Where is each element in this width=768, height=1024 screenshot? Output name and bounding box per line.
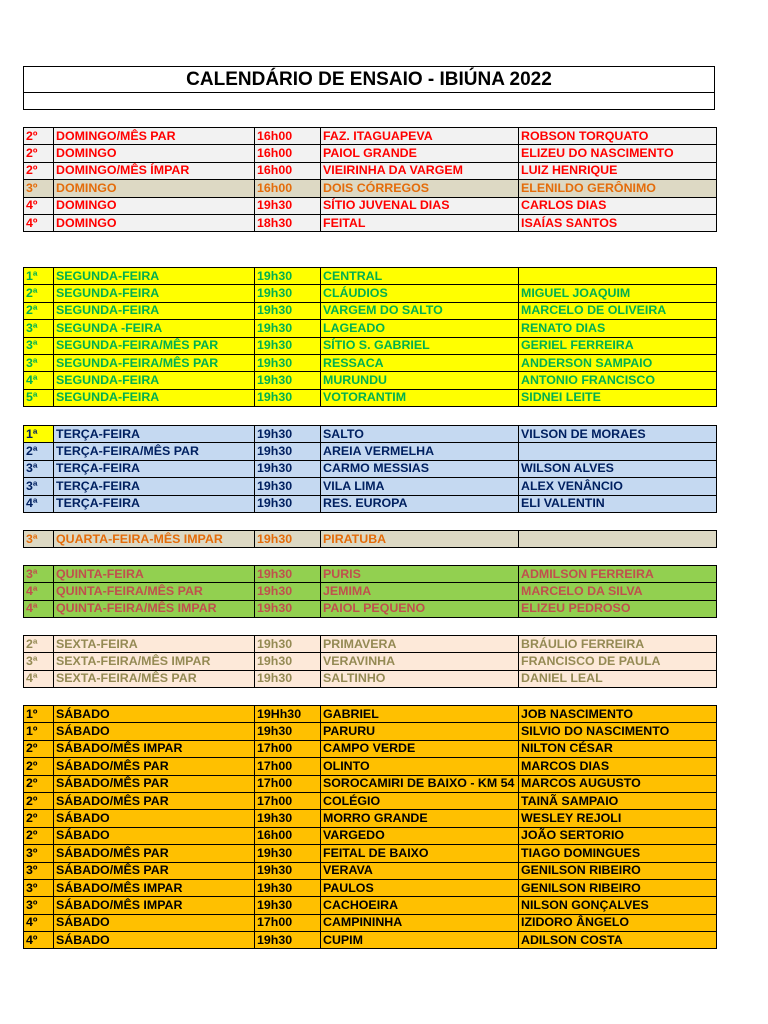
responsible-cell — [519, 268, 717, 285]
responsible-cell: MARCOS AUGUSTO — [519, 775, 717, 792]
weekday-cell: SEGUNDA-FEIRA — [54, 268, 255, 285]
schedule-table-quinta — [23, 565, 717, 618]
responsible-cell: ISAÍAS SANTOS — [519, 214, 717, 231]
location-cell: FEITAL DE BAIXO — [321, 845, 519, 862]
week-ordinal-cell: 4ª — [24, 583, 54, 600]
location-cell: SÍTIO S. GABRIEL — [321, 337, 519, 354]
weekday-cell: SEGUNDA-FEIRA — [54, 389, 255, 406]
weekday-cell: SEXTA-FEIRA — [54, 636, 255, 653]
week-ordinal-cell: 3ª — [24, 354, 54, 371]
location-cell: CENTRAL — [321, 268, 519, 285]
time-cell: 19h30 — [255, 443, 321, 460]
responsible-cell: NILSON GONÇALVES — [519, 897, 717, 914]
table-row — [24, 897, 717, 914]
time-cell: 19h30 — [255, 566, 321, 583]
week-ordinal-cell: 3º — [24, 180, 54, 197]
time-cell: 19h30 — [255, 389, 321, 406]
weekday-cell: SÁBADO/MÊS IMPAR — [54, 897, 255, 914]
table-row — [24, 443, 717, 460]
table-row — [24, 372, 717, 389]
table-row — [24, 845, 717, 862]
time-cell: 19h30 — [255, 879, 321, 896]
time-cell: 17h00 — [255, 792, 321, 809]
table-row — [24, 653, 717, 670]
week-ordinal-cell: 4ª — [24, 600, 54, 617]
responsible-cell: ELIZEU DO NASCIMENTO — [519, 145, 717, 162]
location-cell: RESSACA — [321, 354, 519, 371]
weekday-cell: SÁBADO/MÊS IMPAR — [54, 740, 255, 757]
table-row — [24, 792, 717, 809]
time-cell: 19h30 — [255, 845, 321, 862]
weekday-cell: SÁBADO — [54, 932, 255, 949]
location-cell: PAULOS — [321, 879, 519, 896]
time-cell: 17h00 — [255, 758, 321, 775]
time-cell: 16h00 — [255, 145, 321, 162]
document-title: CALENDÁRIO DE ENSAIO - IBIÚNA 2022 — [23, 66, 715, 93]
week-ordinal-cell: 2º — [24, 162, 54, 179]
weekday-cell: TERÇA-FEIRA/MÊS PAR — [54, 443, 255, 460]
week-ordinal-cell: 2º — [24, 810, 54, 827]
weekday-cell: SEGUNDA-FEIRA — [54, 372, 255, 389]
week-ordinal-cell: 4º — [24, 214, 54, 231]
table-row — [24, 337, 717, 354]
table-row — [24, 723, 717, 740]
time-cell: 19h30 — [255, 723, 321, 740]
location-cell: OLINTO — [321, 758, 519, 775]
responsible-cell: ANTONIO FRANCISCO — [519, 372, 717, 389]
location-cell: PRIMAVERA — [321, 636, 519, 653]
time-cell: 16h00 — [255, 827, 321, 844]
time-cell: 19h30 — [255, 531, 321, 548]
weekday-cell: SÁBADO/MÊS IMPAR — [54, 879, 255, 896]
location-cell: COLÉGIO — [321, 792, 519, 809]
responsible-cell: GENILSON RIBEIRO — [519, 879, 717, 896]
weekday-cell: SEGUNDA -FEIRA — [54, 320, 255, 337]
table-row — [24, 302, 717, 319]
table-row — [24, 162, 717, 179]
weekday-cell: SEGUNDA-FEIRA/MÊS PAR — [54, 354, 255, 371]
weekday-cell: SÁBADO/MÊS PAR — [54, 758, 255, 775]
weekday-cell: DOMINGO/MÊS PAR — [54, 128, 255, 145]
week-ordinal-cell: 2º — [24, 827, 54, 844]
time-cell: 18h30 — [255, 214, 321, 231]
week-ordinal-cell: 2º — [24, 775, 54, 792]
location-cell: PIRATUBA — [321, 531, 519, 548]
responsible-cell: WILSON ALVES — [519, 460, 717, 477]
table-row — [24, 810, 717, 827]
table-row — [24, 460, 717, 477]
week-ordinal-cell: 2º — [24, 792, 54, 809]
responsible-cell: MARCELO DE OLIVEIRA — [519, 302, 717, 319]
responsible-cell — [519, 531, 717, 548]
week-ordinal-cell: 3ª — [24, 531, 54, 548]
table-row — [24, 145, 717, 162]
table-row — [24, 600, 717, 617]
week-ordinal-cell: 4ª — [24, 372, 54, 389]
table-row — [24, 566, 717, 583]
weekday-cell: SÁBADO — [54, 810, 255, 827]
location-cell: CAMPININHA — [321, 914, 519, 931]
location-cell: VARGEDO — [321, 827, 519, 844]
week-ordinal-cell: 2º — [24, 758, 54, 775]
responsible-cell: SILVIO DO NASCIMENTO — [519, 723, 717, 740]
weekday-cell: TERÇA-FEIRA — [54, 478, 255, 495]
time-cell: 19h30 — [255, 478, 321, 495]
table-row — [24, 706, 717, 723]
location-cell: DOIS CÓRREGOS — [321, 180, 519, 197]
location-cell: VARGEM DO SALTO — [321, 302, 519, 319]
table-row — [24, 758, 717, 775]
weekday-cell: DOMINGO — [54, 180, 255, 197]
schedule-table-segunda — [23, 267, 717, 407]
location-cell: MORRO GRANDE — [321, 810, 519, 827]
table-row — [24, 389, 717, 406]
location-cell: PARURU — [321, 723, 519, 740]
time-cell: 17h00 — [255, 740, 321, 757]
week-ordinal-cell: 2ª — [24, 443, 54, 460]
time-cell: 19h30 — [255, 460, 321, 477]
schedule-table-quarta — [23, 530, 717, 548]
location-cell: PAIOL PEQUENO — [321, 600, 519, 617]
week-ordinal-cell: 2ª — [24, 636, 54, 653]
responsible-cell: RENATO DIAS — [519, 320, 717, 337]
table-row — [24, 879, 717, 896]
responsible-cell: MIGUEL JOAQUIM — [519, 285, 717, 302]
weekday-cell: DOMINGO — [54, 197, 255, 214]
week-ordinal-cell: 4ª — [24, 495, 54, 512]
time-cell: 19h30 — [255, 862, 321, 879]
table-row — [24, 531, 717, 548]
time-cell: 16h00 — [255, 128, 321, 145]
location-cell: PURIS — [321, 566, 519, 583]
time-cell: 19h30 — [255, 600, 321, 617]
time-cell: 19h30 — [255, 810, 321, 827]
responsible-cell: ROBSON TORQUATO — [519, 128, 717, 145]
location-cell: RES. EUROPA — [321, 495, 519, 512]
weekday-cell: DOMINGO — [54, 214, 255, 231]
responsible-cell: ELIZEU PEDROSO — [519, 600, 717, 617]
responsible-cell: DANIEL LEAL — [519, 670, 717, 687]
location-cell: CLÁUDIOS — [321, 285, 519, 302]
weekday-cell: QUARTA-FEIRA-MÊS IMPAR — [54, 531, 255, 548]
weekday-cell: SEXTA-FEIRA/MÊS IMPAR — [54, 653, 255, 670]
weekday-cell: QUINTA-FEIRA/MÊS PAR — [54, 583, 255, 600]
time-cell: 19h30 — [255, 932, 321, 949]
time-cell: 19h30 — [255, 897, 321, 914]
responsible-cell: GERIEL FERREIRA — [519, 337, 717, 354]
week-ordinal-cell: 4º — [24, 914, 54, 931]
responsible-cell: IZIDORO ÂNGELO — [519, 914, 717, 931]
location-cell: FAZ. ITAGUAPEVA — [321, 128, 519, 145]
responsible-cell: SIDNEI LEITE — [519, 389, 717, 406]
location-cell: GABRIEL — [321, 706, 519, 723]
time-cell: 19h30 — [255, 268, 321, 285]
weekday-cell: TERÇA-FEIRA — [54, 495, 255, 512]
table-row — [24, 495, 717, 512]
table-row — [24, 740, 717, 757]
time-cell: 19h30 — [255, 670, 321, 687]
week-ordinal-cell: 2º — [24, 740, 54, 757]
weekday-cell: TERÇA-FEIRA — [54, 426, 255, 443]
time-cell: 19h30 — [255, 197, 321, 214]
table-row — [24, 932, 717, 949]
responsible-cell: JOÃO SERTORIO — [519, 827, 717, 844]
responsible-cell — [519, 443, 717, 460]
week-ordinal-cell: 3ª — [24, 566, 54, 583]
week-ordinal-cell: 3ª — [24, 337, 54, 354]
responsible-cell: MARCELO DA SILVA — [519, 583, 717, 600]
responsible-cell: WESLEY REJOLI — [519, 810, 717, 827]
location-cell: CAMPO VERDE — [321, 740, 519, 757]
week-ordinal-cell: 3º — [24, 862, 54, 879]
responsible-cell: LUIZ HENRIQUE — [519, 162, 717, 179]
week-ordinal-cell: 1º — [24, 723, 54, 740]
table-row — [24, 426, 717, 443]
location-cell: SALTINHO — [321, 670, 519, 687]
location-cell: VOTORANTIM — [321, 389, 519, 406]
location-cell: MURUNDU — [321, 372, 519, 389]
table-row — [24, 670, 717, 687]
weekday-cell: SÁBADO — [54, 914, 255, 931]
time-cell: 19h30 — [255, 636, 321, 653]
location-cell: VIEIRINHA DA VARGEM — [321, 162, 519, 179]
weekday-cell: SEGUNDA-FEIRA — [54, 285, 255, 302]
table-row — [24, 354, 717, 371]
responsible-cell: TIAGO DOMINGUES — [519, 845, 717, 862]
responsible-cell: VILSON DE MORAES — [519, 426, 717, 443]
table-row — [24, 775, 717, 792]
location-cell: JEMIMA — [321, 583, 519, 600]
schedule-table-sexta — [23, 635, 717, 688]
week-ordinal-cell: 4º — [24, 197, 54, 214]
weekday-cell: SEGUNDA-FEIRA/MÊS PAR — [54, 337, 255, 354]
time-cell: 19h30 — [255, 302, 321, 319]
week-ordinal-cell: 2º — [24, 145, 54, 162]
schedule-table-domingo — [23, 127, 717, 232]
location-cell: VILA LIMA — [321, 478, 519, 495]
weekday-cell: SÁBADO/MÊS PAR — [54, 792, 255, 809]
week-ordinal-cell: 2º — [24, 128, 54, 145]
time-cell: 19h30 — [255, 583, 321, 600]
time-cell: 17h00 — [255, 914, 321, 931]
location-cell: AREIA VERMELHA — [321, 443, 519, 460]
responsible-cell: JOB NASCIMENTO — [519, 706, 717, 723]
weekday-cell: TERÇA-FEIRA — [54, 460, 255, 477]
location-cell: PAIOL GRANDE — [321, 145, 519, 162]
weekday-cell: QUINTA-FEIRA/MÊS IMPAR — [54, 600, 255, 617]
title-subrow — [23, 93, 715, 110]
responsible-cell: MARCOS DIAS — [519, 758, 717, 775]
location-cell: CACHOEIRA — [321, 897, 519, 914]
week-ordinal-cell: 3ª — [24, 460, 54, 477]
schedule-table-terca — [23, 425, 717, 513]
responsible-cell: ALEX VENÂNCIO — [519, 478, 717, 495]
table-row — [24, 197, 717, 214]
location-cell: VERAVINHA — [321, 653, 519, 670]
weekday-cell: SÁBADO/MÊS PAR — [54, 775, 255, 792]
time-cell: 19h30 — [255, 372, 321, 389]
table-row — [24, 478, 717, 495]
weekday-cell: SÁBADO/MÊS PAR — [54, 862, 255, 879]
week-ordinal-cell: 2ª — [24, 302, 54, 319]
table-row — [24, 862, 717, 879]
week-ordinal-cell: 4ª — [24, 670, 54, 687]
weekday-cell: SEXTA-FEIRA/MÊS PAR — [54, 670, 255, 687]
location-cell: LAGEADO — [321, 320, 519, 337]
weekday-cell: SÁBADO — [54, 723, 255, 740]
week-ordinal-cell: 1ª — [24, 426, 54, 443]
responsible-cell: NILTON CÉSAR — [519, 740, 717, 757]
table-row — [24, 128, 717, 145]
responsible-cell: ELENILDO GERÔNIMO — [519, 180, 717, 197]
location-cell: FEITAL — [321, 214, 519, 231]
week-ordinal-cell: 3º — [24, 845, 54, 862]
location-cell: VERAVA — [321, 862, 519, 879]
time-cell: 19Hh30 — [255, 706, 321, 723]
table-row — [24, 268, 717, 285]
time-cell: 19h30 — [255, 653, 321, 670]
location-cell: CUPIM — [321, 932, 519, 949]
location-cell: SALTO — [321, 426, 519, 443]
time-cell: 19h30 — [255, 320, 321, 337]
table-row — [24, 180, 717, 197]
weekday-cell: QUINTA-FEIRA — [54, 566, 255, 583]
responsible-cell: ANDERSON SAMPAIO — [519, 354, 717, 371]
time-cell: 19h30 — [255, 337, 321, 354]
responsible-cell: GENILSON RIBEIRO — [519, 862, 717, 879]
schedule-table-sabado — [23, 705, 717, 949]
table-row — [24, 914, 717, 931]
time-cell: 16h00 — [255, 180, 321, 197]
table-row — [24, 636, 717, 653]
week-ordinal-cell: 3ª — [24, 653, 54, 670]
time-cell: 19h30 — [255, 426, 321, 443]
weekday-cell: DOMINGO — [54, 145, 255, 162]
weekday-cell: SÁBADO — [54, 827, 255, 844]
location-cell: SOROCAMIRI DE BAIXO - KM 54 — [321, 775, 519, 792]
time-cell: 16h00 — [255, 162, 321, 179]
location-cell: SÍTIO JUVENAL DIAS — [321, 197, 519, 214]
week-ordinal-cell: 5ª — [24, 389, 54, 406]
weekday-cell: SEGUNDA-FEIRA — [54, 302, 255, 319]
week-ordinal-cell: 3º — [24, 879, 54, 896]
time-cell: 19h30 — [255, 354, 321, 371]
responsible-cell: ADMILSON FERREIRA — [519, 566, 717, 583]
responsible-cell: FRANCISCO DE PAULA — [519, 653, 717, 670]
week-ordinal-cell: 3ª — [24, 478, 54, 495]
table-row — [24, 285, 717, 302]
responsible-cell: TAINÃ SAMPAIO — [519, 792, 717, 809]
weekday-cell: SÁBADO — [54, 706, 255, 723]
week-ordinal-cell: 3º — [24, 897, 54, 914]
location-cell: CARMO MESSIAS — [321, 460, 519, 477]
table-row — [24, 214, 717, 231]
week-ordinal-cell: 3ª — [24, 320, 54, 337]
table-row — [24, 827, 717, 844]
responsible-cell: ELI VALENTIN — [519, 495, 717, 512]
week-ordinal-cell: 2ª — [24, 285, 54, 302]
table-row — [24, 583, 717, 600]
weekday-cell: DOMINGO/MÊS ÍMPAR — [54, 162, 255, 179]
responsible-cell: ADILSON COSTA — [519, 932, 717, 949]
table-row — [24, 320, 717, 337]
responsible-cell: BRÁULIO FERREIRA — [519, 636, 717, 653]
time-cell: 17h00 — [255, 775, 321, 792]
responsible-cell: CARLOS DIAS — [519, 197, 717, 214]
weekday-cell: SÁBADO/MÊS PAR — [54, 845, 255, 862]
week-ordinal-cell: 1º — [24, 706, 54, 723]
time-cell: 19h30 — [255, 495, 321, 512]
week-ordinal-cell: 4º — [24, 932, 54, 949]
time-cell: 19h30 — [255, 285, 321, 302]
week-ordinal-cell: 1ª — [24, 268, 54, 285]
